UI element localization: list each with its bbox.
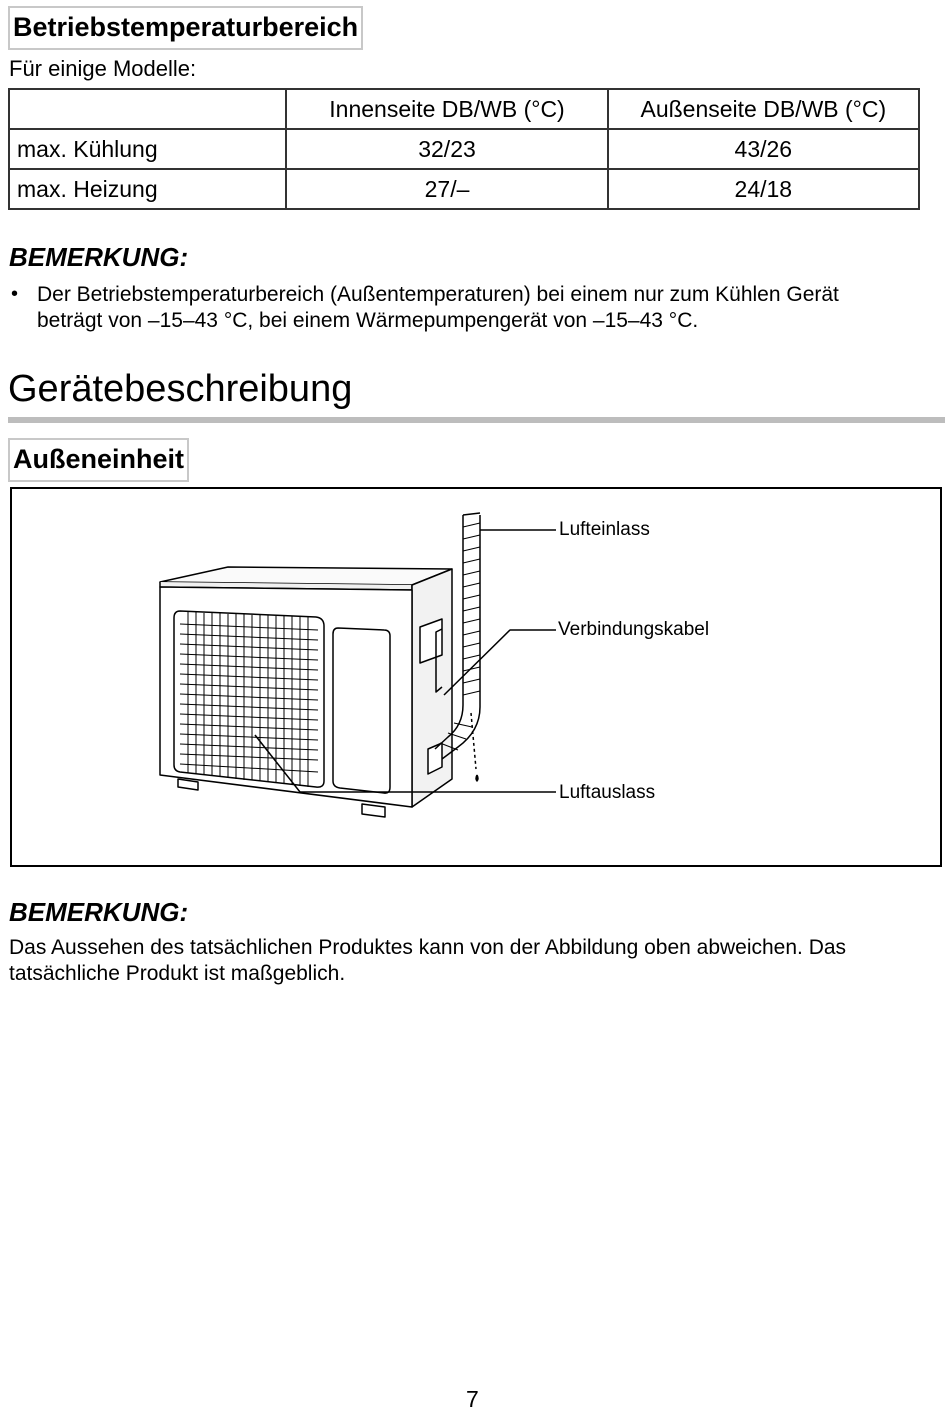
- table-cell: 24/18: [608, 169, 919, 209]
- table-cell: 32/23: [286, 129, 607, 169]
- unit-foot: [178, 779, 198, 790]
- table-header-cell: [9, 89, 286, 129]
- temperature-table: [8, 88, 920, 210]
- section-heading-temperature-range: Betriebstemperaturbereich: [8, 6, 363, 50]
- table-row: [9, 169, 919, 209]
- table-header-row: [9, 89, 919, 129]
- note-heading: BEMERKUNG:: [9, 897, 189, 927]
- note-line: tatsächliche Produkt ist maßgeblich.: [9, 962, 346, 985]
- table-cell: 43/26: [608, 129, 919, 169]
- table-row: [9, 129, 919, 169]
- table-cell: 27/–: [286, 169, 607, 209]
- callout-line-cable: [444, 630, 556, 695]
- section-divider: [8, 417, 945, 423]
- note-line: Das Aussehen des tatsächlichen Produktes kann von der Abbildung oben abweichen. Das: [9, 936, 847, 959]
- terminal-block: [420, 619, 442, 663]
- note-bullet-text: [37, 282, 937, 334]
- label-air-outlet: Luftauslass: [559, 782, 656, 803]
- page-number: 7: [466, 1386, 479, 1412]
- note-heading: BEMERKUNG:: [9, 242, 189, 272]
- unit-foot: [362, 804, 385, 817]
- section-heading-device-description: Gerätebeschreibung: [8, 368, 353, 410]
- models-note: Für einige Modelle:: [9, 56, 197, 81]
- subheading-outdoor-unit: Außeneinheit: [8, 438, 189, 482]
- table-cell: max. Heizung: [9, 169, 286, 209]
- table-header-cell: Außenseite DB/WB (°C): [608, 89, 919, 129]
- note-line: beträgt von –15–43 °C, bei einem Wärmepumpengerät von –15–43 °C.: [37, 309, 699, 332]
- unit-top-face: [160, 567, 452, 585]
- table-header-cell: Innenseite DB/WB (°C): [286, 89, 607, 129]
- note-line: Der Betriebstemperaturbereich (Außentemperaturen) bei einem nur zum Kühlen Gerät: [37, 283, 839, 306]
- table-cell: max. Kühlung: [9, 129, 286, 169]
- note-text: [9, 935, 944, 987]
- bullet-icon: •: [11, 283, 19, 305]
- label-air-inlet: Lufteinlass: [559, 519, 650, 540]
- outdoor-unit-illustration: [10, 487, 940, 865]
- label-connection-cable: Verbindungskabel: [558, 619, 710, 640]
